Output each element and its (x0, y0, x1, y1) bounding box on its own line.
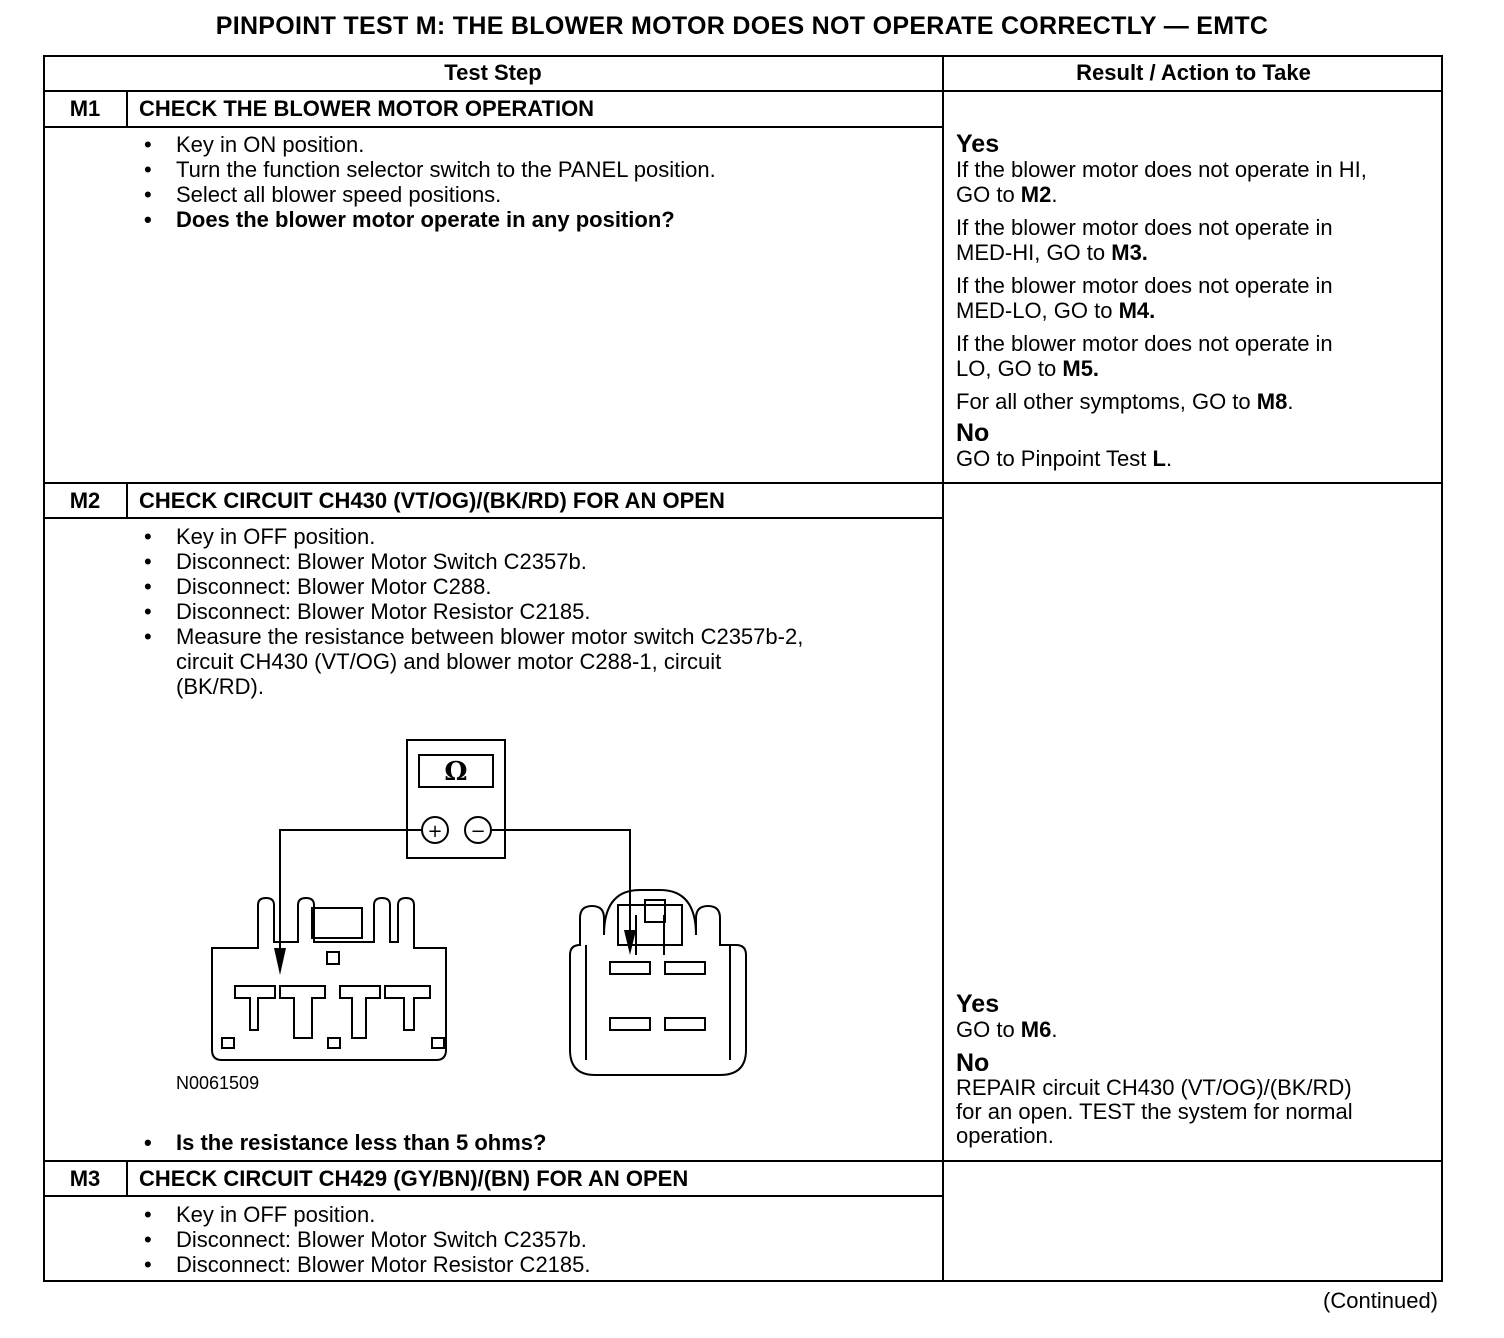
step-id-m1: M1 (69, 96, 101, 121)
negative-probe-tip (624, 930, 636, 955)
m1-result-hi: If the blower motor does not operate in HI, GO to M2. (956, 157, 1367, 207)
blower-motor-connector-c288 (570, 890, 746, 1075)
step-title-m2: CHECK CIRCUIT CH430 (VT/OG)/(BK/RD) FOR AN OPEN (139, 488, 725, 513)
figure-id: N0061509 (176, 1073, 260, 1093)
ohmmeter-connector-diagram (200, 730, 760, 1080)
m2-result-no: REPAIR circuit CH430 (VT/OG)/(BK/RD) for an open. TEST the system for normal operation. (956, 1075, 1353, 1148)
m3-id-divider (126, 1160, 128, 1196)
m2-bullet: • Key in OFF position. (142, 524, 803, 549)
m1-row-divider (43, 482, 1443, 484)
m2-question: • Is the resistance less than 5 ohms? (142, 1130, 546, 1155)
m2-question-list (142, 1130, 546, 1155)
m2-bullet: • Disconnect: Blower Motor Resistor C2185. (142, 599, 803, 624)
m3-title-divider (43, 1195, 943, 1197)
m2-title-divider (43, 517, 943, 519)
m2-result-yes: GO to M6. (956, 1017, 1058, 1042)
m1-result-other: For all other symptoms, GO to M8. (956, 389, 1294, 414)
m3-bullet: • Disconnect: Blower Motor Resistor C2185. (142, 1252, 591, 1277)
m2-bullet: • Disconnect: Blower Motor Switch C2357b. (142, 549, 803, 574)
m1-bullet: • Key in ON position. (142, 132, 716, 157)
column-divider (942, 55, 944, 1282)
step-id-m3: M3 (69, 1166, 101, 1191)
m1-yes-label: Yes (956, 130, 1000, 158)
m1-result-med-lo: If the blower motor does not operate in MED-LO, GO to M4. (956, 273, 1333, 323)
step-title-m3: CHECK CIRCUIT CH429 (GY/BN)/(BN) FOR AN OPEN (139, 1166, 689, 1191)
m1-id-divider (126, 90, 128, 127)
continued-note: (Continued) (1323, 1288, 1438, 1313)
m2-bullet-cont: circuit CH430 (VT/OG) and blower motor C288-1, circuit (176, 649, 722, 674)
m1-result (956, 131, 1367, 479)
m3-bullet: • Key in OFF position. (142, 1202, 591, 1227)
m1-question: • Does the blower motor operate in any position? (142, 207, 716, 232)
step-title-m1: CHECK THE BLOWER MOTOR OPERATION (139, 96, 595, 121)
step-id-m2: M2 (69, 488, 101, 513)
header-divider (43, 90, 1443, 92)
m2-yes-label: Yes (956, 990, 1000, 1018)
m2-instructions (142, 524, 803, 699)
header-result-action: Result / Action to Take (1076, 60, 1311, 85)
m1-result-lo: If the blower motor does not operate in LO, GO to M5. (956, 331, 1333, 381)
m1-result-no: GO to Pinpoint Test L. (956, 446, 1173, 471)
m2-bullet: • Measure the resistance between blower motor switch C2357b-2, (142, 624, 803, 649)
m3-bullet: • Disconnect: Blower Motor Switch C2357b. (142, 1227, 591, 1252)
page-title: PINPOINT TEST M: THE BLOWER MOTOR DOES NOT OPERATE CORRECTLY — EMTC (215, 12, 1269, 40)
plus-sign: + (427, 821, 443, 842)
m1-bullet: • Select all blower speed positions. (142, 182, 716, 207)
m1-bullet: • Turn the function selector switch to the PANEL position. (142, 157, 716, 182)
m2-result (956, 991, 1353, 1156)
switch-connector-c2357b (212, 898, 446, 1060)
positive-probe-tip (274, 948, 286, 975)
m2-no-label: No (956, 1049, 990, 1077)
m3-instructions (142, 1202, 591, 1277)
header-test-step: Test Step (444, 60, 542, 85)
m2-id-divider (126, 482, 128, 518)
negative-lead (491, 830, 630, 940)
m2-row-divider (43, 1160, 1443, 1162)
ohm-symbol: Ω (444, 757, 468, 787)
m1-title-divider (43, 126, 943, 128)
m2-bullet-cont: (BK/RD). (176, 674, 264, 699)
minus-sign: − (470, 821, 486, 842)
m1-instructions (142, 132, 716, 232)
m2-bullet: • Disconnect: Blower Motor C288. (142, 574, 803, 599)
m1-no-label: No (956, 419, 990, 447)
m1-result-med-hi: If the blower motor does not operate in MED-HI, GO to M3. (956, 215, 1333, 265)
